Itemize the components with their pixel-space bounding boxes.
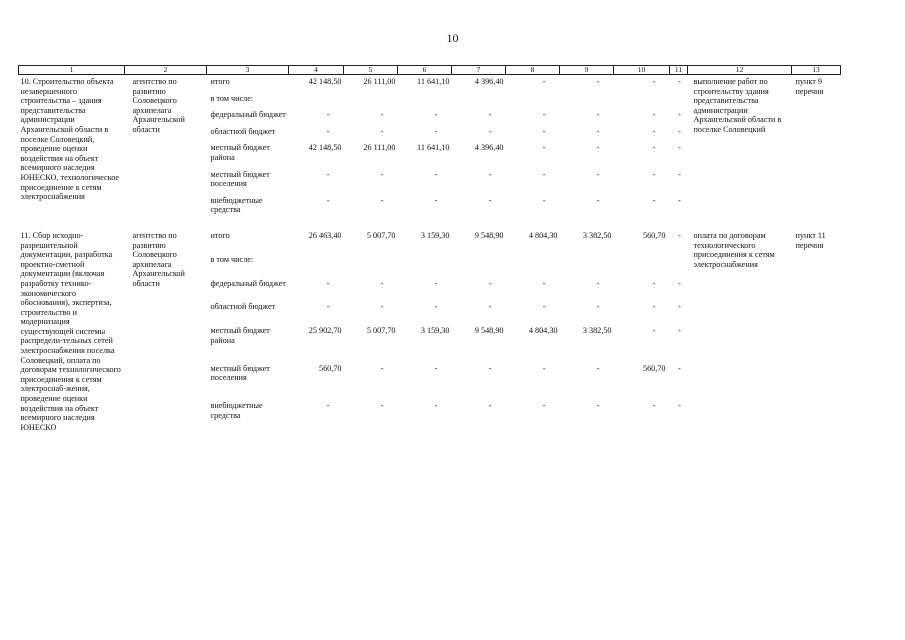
column-number-11: 11 (670, 66, 688, 75)
column-number-4: 4 (289, 66, 344, 75)
amount-cell: - (434, 302, 438, 312)
funding-source-label: итого (210, 230, 230, 240)
amount-cell: 9 548,90 (474, 326, 504, 336)
amount-cell (344, 92, 398, 109)
amount-cell: - (678, 278, 681, 288)
funding-source-label: областной бюджет (210, 126, 276, 136)
amount-cell: - (326, 278, 330, 288)
amount-cell (289, 253, 344, 277)
amount-cell: 26 111,00 (363, 77, 396, 86)
amount-cell: - (542, 143, 546, 153)
funding-source-label: итого (210, 77, 230, 86)
amount-cell: 560,70 (642, 230, 666, 240)
amount-cell: - (488, 110, 492, 120)
amount-cell (506, 253, 560, 277)
amount-cell: - (488, 278, 492, 288)
program-table (18, 65, 841, 432)
amount-cell: - (434, 195, 438, 205)
amount-cell: 11 641,10 (417, 77, 450, 86)
amount-cell: - (488, 363, 492, 373)
amount-cell: - (542, 302, 546, 312)
amount-cell: - (326, 195, 330, 205)
amount-cell: - (678, 110, 681, 120)
amount-cell: 4 804,30 (528, 230, 558, 240)
amount-cell (452, 253, 506, 277)
list-reference: пункт 9 перечня (795, 77, 824, 96)
amount-cell: - (380, 110, 384, 120)
amount-cell: - (652, 302, 656, 312)
column-number-8: 8 (506, 66, 560, 75)
amount-cell: - (652, 77, 656, 86)
amount-cell (344, 253, 398, 277)
amount-cell: 4 804,30 (528, 326, 558, 336)
amount-cell: - (596, 77, 600, 86)
spacer-cell (19, 217, 841, 229)
amount-cell: 3 382,50 (582, 230, 612, 240)
amount-cell: - (542, 363, 546, 373)
amount-cell: - (596, 143, 600, 153)
amount-cell: - (596, 195, 600, 205)
amount-cell: - (434, 278, 438, 288)
amount-cell: - (678, 302, 681, 312)
amount-cell: - (326, 401, 330, 411)
amount-cell: 5 007,70 (366, 326, 396, 336)
page-number: 10 (446, 31, 459, 45)
amount-cell (670, 253, 688, 277)
amount-cell: - (652, 401, 656, 411)
amount-cell: - (380, 278, 384, 288)
expected-result: оплата по договорам технологического присоединения к сетям электроснабжения (693, 230, 775, 269)
amount-cell: 42 148,50 (308, 77, 342, 86)
amount-cell: - (596, 363, 600, 373)
amount-cell: - (678, 363, 681, 373)
amount-cell: - (326, 126, 330, 136)
row-spacer (19, 217, 841, 229)
amount-cell (560, 92, 614, 109)
column-number-6: 6 (398, 66, 452, 75)
list-reference: пункт 11 перечня (795, 230, 826, 250)
funding-row (19, 75, 841, 92)
column-number-7: 7 (452, 66, 506, 75)
amount-cell: - (380, 401, 384, 411)
amount-cell (670, 92, 688, 109)
amount-cell (614, 92, 670, 109)
amount-cell: - (678, 143, 681, 153)
funding-source-label: федеральный бюджет (210, 110, 286, 120)
amount-cell: 25 902,70 (308, 326, 342, 336)
amount-cell: 5 007,70 (366, 230, 396, 240)
funding-source-label: местный бюджет поселения (210, 169, 270, 189)
funding-source-label: внебюджетные средства (210, 401, 263, 420)
funding-source-label: местный бюджет района (210, 143, 270, 162)
amount-cell: - (488, 195, 492, 205)
amount-cell: - (678, 169, 681, 179)
amount-cell: - (542, 401, 546, 411)
amount-cell: - (678, 230, 681, 240)
amount-cell (398, 253, 452, 277)
amount-cell: - (326, 169, 330, 179)
funding-source-label: федеральный бюджет (210, 278, 286, 288)
amount-cell: - (596, 401, 600, 411)
amount-cell (398, 92, 452, 109)
column-number-5: 5 (344, 66, 398, 75)
amount-cell: - (488, 302, 492, 312)
amount-cell: - (596, 278, 600, 288)
amount-cell: - (542, 169, 546, 179)
amount-cell: 560,70 (318, 363, 342, 373)
amount-cell: - (434, 401, 438, 411)
funding-source-label: местный бюджет поселения (210, 363, 270, 383)
amount-cell: - (380, 195, 384, 205)
amount-cell: - (434, 110, 438, 120)
amount-cell: 42 148,50 (308, 143, 342, 153)
amount-cell: 26 463,40 (308, 230, 342, 240)
funding-source-label: внебюджетные средства (210, 195, 263, 215)
responsible-agency: агентство по развитию Соловецкого архипелага Архангельской области (132, 230, 185, 288)
column-number-10: 10 (614, 66, 670, 75)
amount-cell: 9 548,90 (474, 230, 504, 240)
column-number-12: 12 (688, 66, 792, 75)
amount-cell: - (596, 110, 600, 120)
amount-cell (452, 92, 506, 109)
amount-cell: - (380, 363, 384, 373)
funding-source-label: в том числе: (210, 93, 254, 103)
amount-cell: 3 382,50 (582, 326, 612, 336)
amount-cell (560, 253, 614, 277)
amount-cell (289, 92, 344, 109)
activity-name: 11. Сбор исходно-разрешительной документации, разработка проектно-сметной документации (включая разработку технико-экономического обоснования), экспертиза, строительство и модернизация существующей системы распредели-тельных сетей электроснабжения поселка Соловецкий, оплата по договорам технологического присоединения к сетям электроснаб-жения, проведение оценки воздействия на объект всемирного наследия ЮНЕСКО (20, 230, 121, 432)
amount-cell: 560,70 (642, 363, 666, 373)
amount-cell: - (652, 169, 656, 179)
amount-cell: - (678, 126, 681, 136)
amount-cell: - (596, 169, 600, 179)
amount-cell: 4 396,40 (474, 77, 504, 86)
amount-cell: 3 159,30 (420, 326, 450, 336)
column-number-9: 9 (560, 66, 614, 75)
amount-cell: - (488, 401, 492, 411)
amount-cell: - (326, 110, 330, 120)
amount-cell: - (542, 110, 546, 120)
amount-cell: - (596, 126, 600, 136)
column-number-2: 2 (125, 66, 207, 75)
expected-result: выполнение работ по строительству здания представительства администрации Архангельской области в поселке Соловецкий (693, 77, 782, 134)
amount-cell: - (678, 401, 681, 411)
amount-cell: - (542, 126, 546, 136)
amount-cell: - (652, 143, 656, 153)
amount-cell: - (596, 302, 600, 312)
amount-cell: 26 111,00 (363, 143, 396, 153)
amount-cell: - (652, 326, 656, 336)
amount-cell: - (434, 169, 438, 179)
funding-source-label: в том числе: (210, 254, 254, 264)
amount-cell (614, 253, 670, 277)
amount-cell: - (488, 126, 492, 136)
amount-cell: - (678, 195, 681, 205)
funding-row (19, 229, 841, 253)
amount-cell: - (434, 363, 438, 373)
amount-cell: - (652, 195, 656, 205)
amount-cell: - (678, 326, 681, 336)
activity-name: 10. Строительство объекта незавершенного строительства – здания представительства администрации Архангельской области в поселке Соловецкий, проведение оценки воздействия на объект всемирного наследия ЮНЕСКО, технологическое присоединение к сетям электроснабжения (20, 77, 120, 202)
amount-cell: 11 641,10 (417, 143, 450, 153)
amount-cell: - (542, 195, 546, 205)
amount-cell: - (678, 77, 681, 86)
column-number-row (19, 66, 841, 75)
amount-cell: 4 396,40 (474, 143, 504, 153)
funding-source-label: местный бюджет района (210, 326, 270, 345)
funding-source-label: областной бюджет (210, 302, 276, 312)
amount-cell: 3 159,30 (420, 230, 450, 240)
amount-cell: - (652, 110, 656, 120)
amount-cell: - (326, 302, 330, 312)
amount-cell (506, 92, 560, 109)
amount-cell: - (380, 169, 384, 179)
amount-cell: - (542, 278, 546, 288)
responsible-agency: агентство по развитию Соловецкого архипелага Архангельской области (132, 77, 185, 134)
amount-cell: - (380, 302, 384, 312)
amount-cell: - (542, 77, 546, 86)
column-number-1: 1 (19, 66, 125, 75)
amount-cell: - (380, 126, 384, 136)
column-number-13: 13 (792, 66, 841, 75)
amount-cell: - (652, 126, 656, 136)
amount-cell: - (652, 278, 656, 288)
column-number-3: 3 (207, 66, 289, 75)
amount-cell: - (434, 126, 438, 136)
amount-cell: - (488, 169, 492, 179)
